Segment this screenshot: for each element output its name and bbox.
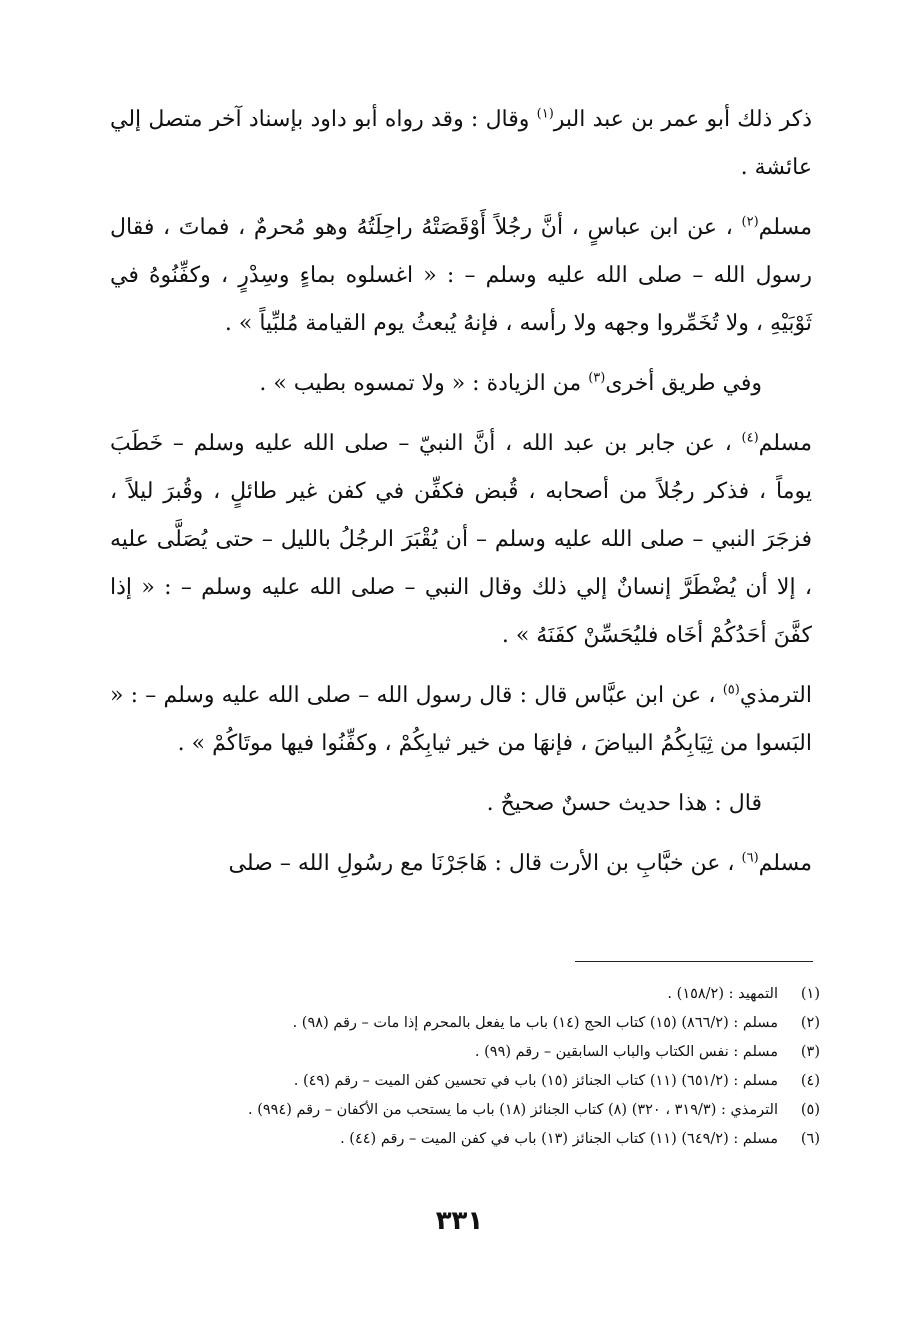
footnote-text: مسلم : (٦٥١/٢) (١١) كتاب الجنائز (١٥) باب في تحسين كفن الميت – رقم (٤٩) . — [293, 1073, 778, 1089]
paragraph-text: ذكر ذلك أبو عمر بن عبد البر — [553, 107, 812, 132]
paragraph-6 — [110, 780, 812, 828]
paragraph-4 — [110, 420, 812, 660]
footnote-divider — [575, 961, 813, 962]
footnote-item — [118, 1067, 820, 1096]
paragraph-5 — [110, 672, 812, 768]
footnote-text: مسلم : (٨٦٦/٢) (١٥) كتاب الحج (١٤) باب ما يفعل بالمحرم إذا مات – رقم (٩٨) . — [292, 1015, 778, 1031]
footnote-item — [118, 1038, 820, 1067]
footnote-ref[interactable]: (١) — [536, 106, 554, 122]
footnote-number: (٥) — [800, 1102, 820, 1118]
footnote-ref[interactable]: (٢) — [741, 214, 759, 230]
footnote-ref[interactable]: (٦) — [741, 850, 759, 866]
footnote-item — [118, 980, 820, 1009]
paragraph-text: وقال : وقد رواه أبو داود بإسناد آخر متصل إلي عائشة . — [110, 107, 812, 180]
footnote-item — [118, 1009, 820, 1038]
footnote-number: (٦) — [800, 1131, 820, 1147]
paragraph-text: من الزيادة : « ولا تمسوه بطيب » . — [259, 371, 589, 396]
footnote-number: (١) — [800, 986, 820, 1002]
footnote-text: الترمذي : (٣١٩/٣ ، ٣٢٠) (٨) كتاب الجنائز (١٨) باب ما يستحب من الأكفان – رقم (٩٩٤) . — [247, 1102, 778, 1118]
paragraph-text: ، عن خبَّابِ بن الأرت قال : هَاجَرْنَا مع رسُولِ الله – صلى — [228, 851, 742, 876]
paragraph-text: ، عن ابن عباسٍ ، أنَّ رجُلاً أَوْقَصَتْهُ راحِلَتُهُ وهو مُحرمٌ ، فماتَ ، فقال رسول الله – صلى الله عليه وسلم – : « اغسلوه بماءٍ وسِدْرٍ ، وكفِّنُوهُ في ثَوْبَيْهِ ، ولا تُخَمِّروا وجهه ولا رأسه ، فإنهُ يُبعثُ يوم القيامة مُلبِّياً » . — [110, 215, 812, 336]
footnote-text: مسلم : (٦٤٩/٢) (١١) كتاب الجنائز (١٣) باب في كفن الميت – رقم (٤٤) . — [340, 1131, 778, 1147]
paragraph-1 — [110, 96, 812, 192]
footnote-item — [118, 1096, 820, 1125]
main-text — [110, 96, 812, 900]
paragraph-7 — [110, 840, 812, 888]
footnote-ref[interactable]: (٥) — [722, 682, 740, 698]
paragraph-text: مسلم — [758, 431, 812, 456]
footnote-text: مسلم : نفس الكتاب والباب السابقين – رقم (٩٩) . — [474, 1044, 778, 1060]
paragraph-text: ، عن جابر بن عبد الله ، أنَّ النبيّ – صلى الله عليه وسلم – خَطَبَ يوماً ، فذكر رجُلاً من أصحابه ، قُبض فكفِّن في كفن غير طائلٍ ، وقُبرَ ليلاً ، فزجَرَ النبي – صلى الله عليه وسلم – أن يُقْبَرَ الرجُلُ بالليل – حتى يُصَلَّى عليه ، إلا أن يُضْطَرَّ إنسانٌ إلي ذلك وقال النبي – صلى الله عليه وسلم – : « إذا كفَّنَ أحَدُكُمْ أخَاه فليُحَسِّنْ كفَنَهُ » . — [110, 431, 812, 648]
footnote-number: (٢) — [800, 1015, 820, 1031]
page-number: ٣٣١ — [435, 1206, 484, 1236]
paragraph-text: ، عن ابن عبَّاس قال : قال رسول الله – صلى الله عليه وسلم – : « البَسوا من ثِيَابِكُمُ البياضَ ، فإنهَا من خير ثيابِكُمْ ، وكفِّنُوا فيها موتَاكُمْ » . — [110, 683, 812, 756]
footnote-item — [118, 1125, 820, 1154]
footnote-ref[interactable]: (٤) — [741, 430, 759, 446]
paragraph-2 — [110, 204, 812, 348]
paragraph-text: الترمذي — [739, 683, 812, 708]
footnote-ref[interactable]: (٣) — [588, 370, 606, 386]
paragraph-text: مسلم — [758, 215, 812, 240]
footnotes — [118, 980, 820, 1154]
footnote-text: التمهيد : (١٥٨/٢) . — [667, 986, 778, 1002]
paragraph-text: قال : هذا حديث حسنٌ صحيحٌ . — [486, 791, 762, 816]
footnote-number: (٣) — [800, 1044, 820, 1060]
footnote-number: (٤) — [800, 1073, 820, 1089]
paragraph-3 — [110, 360, 812, 408]
paragraph-text: مسلم — [758, 851, 812, 876]
paragraph-text: وفي طريق أخرى — [605, 371, 762, 396]
